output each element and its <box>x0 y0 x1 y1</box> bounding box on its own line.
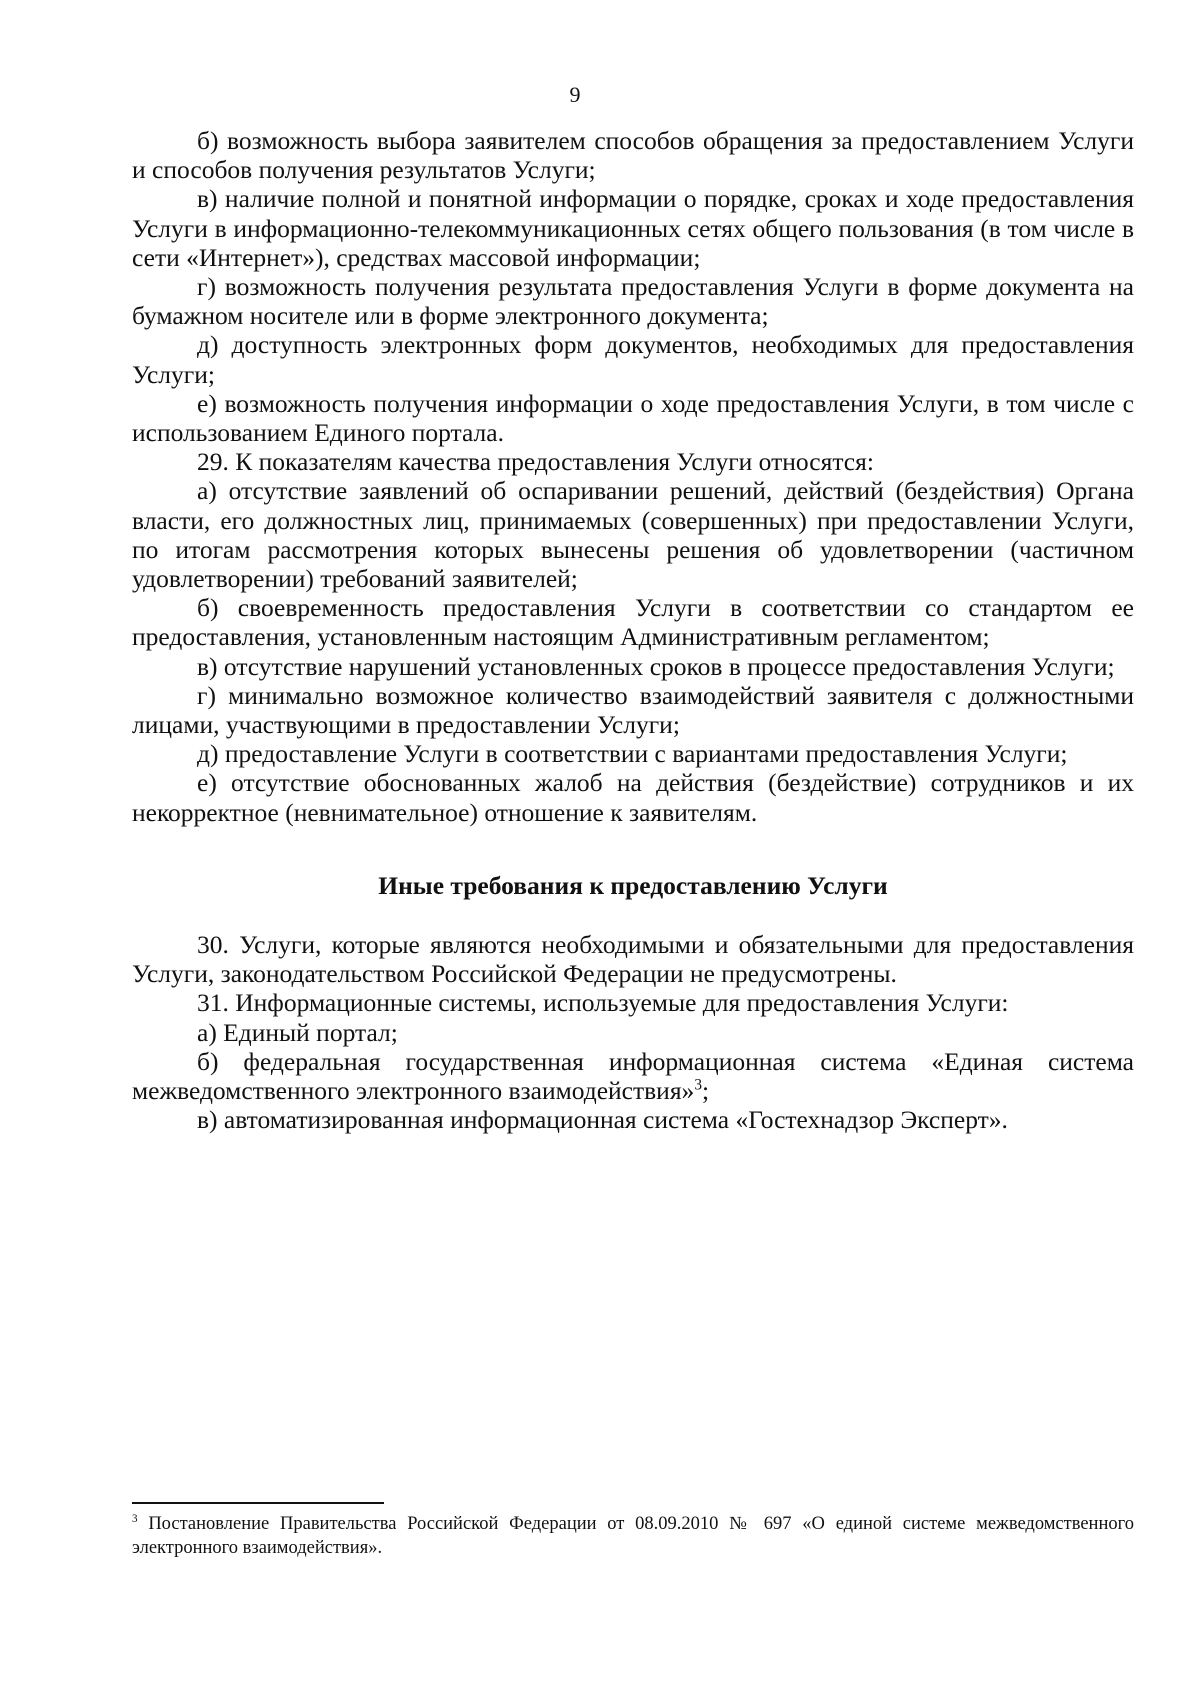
paragraph-g-result-form: г) возможность получения результата предоставления Услуги в форме документа на бумажном носителе или в форме электронного документа; <box>132 272 1134 331</box>
paragraph-v-information-availability: в) наличие полной и понятной информации о порядке, сроках и ходе предоставления Услуги в информационно-телекоммуникационных сетях общего пользования (в том числе в сети «Интернет»), средствах массовой информации; <box>132 184 1134 272</box>
footnote-text: Постановление Правительства Российской Федерации от 08.09.2010 № 697 «О единой системе межведомственного электронного взаимодействия». <box>132 1514 1134 1558</box>
paragraph-31-information-systems: 31. Информационные системы, используемые для предоставления Услуги: <box>197 988 1009 1018</box>
paragraph-d-electronic-forms: д) доступность электронных форм документов, необходимых для предоставления Услуги; <box>132 330 1134 389</box>
paragraph-b-smev-tail: ; <box>701 1076 710 1106</box>
paragraph-e-no-complaints: е) отсутствие обоснованных жалоб на действия (бездействие) сотрудников и их некорректное (невнимательное) отношение к заявителям. <box>132 768 1134 827</box>
footnote-reference-mark: 3 <box>694 1076 702 1094</box>
paragraph-29-quality-indicators: 29. К показателям качества предоставления Услуги относятся: <box>197 447 874 477</box>
paragraph-b-timeliness: б) своевременность предоставления Услуги в соответствии со стандартом ее предоставления, установленным настоящим Административным регламентом; <box>132 593 1134 652</box>
section-heading: Иные требования к предоставлению Услуги <box>378 870 888 900</box>
document-body <box>132 126 1134 1135</box>
footnote-divider <box>132 1502 384 1504</box>
footnote <box>132 1512 1134 1560</box>
paragraph-b-choice-of-methods: б) возможность выбора заявителем способов обращения за предоставлением Услуги и способов получения результатов Услуги; <box>132 126 1134 185</box>
paragraph-v-gostekhnadzor-system: в) автоматизированная информационная система «Гостехнадзор Эксперт». <box>197 1105 1008 1135</box>
footnote-mark: 3 <box>132 1512 138 1525</box>
paragraph-g-minimal-interactions: г) минимально возможное количество взаимодействий заявителя с должностными лицами, участвующими в предоставлении Услуги; <box>132 680 1134 740</box>
paragraph-d-service-variants: д) предоставление Услуги в соответствии с вариантами предоставления Услуги; <box>197 739 1068 769</box>
paragraph-e-progress-info: е) возможность получения информации о ходе предоставления Услуги, в том числе с использованием Единого портала. <box>132 388 1134 448</box>
paragraph-a-single-portal: а) Единый портал; <box>197 1017 398 1047</box>
paragraph-v-no-deadline-violations: в) отсутствие нарушений установленных сроков в процессе предоставления Услуги; <box>197 651 1115 681</box>
paragraph-30-required-services: 30. Услуги, которые являются необходимыми и обязательными для предоставления Услуги, законодательством Российской Федерации не предусмотрены. <box>132 930 1134 989</box>
page-number: 9 <box>569 82 581 107</box>
paragraph-b-smev-text: б) федеральная государственная информационная система «Единая система межведомственного электронного взаимодействия» <box>132 1046 1134 1106</box>
paragraph-a-no-disputes: а) отсутствие заявлений об оспаривании решений, действий (бездействия) Органа власти, его должностных лиц, принимаемых (совершенных) при предоставлении Услуги, по итогам рассмотрения которых вынесены решения об удовлетворении (частичном удовлетворении) требований заявителей; <box>132 476 1134 594</box>
paragraph-b-smev-system <box>132 1047 1134 1105</box>
